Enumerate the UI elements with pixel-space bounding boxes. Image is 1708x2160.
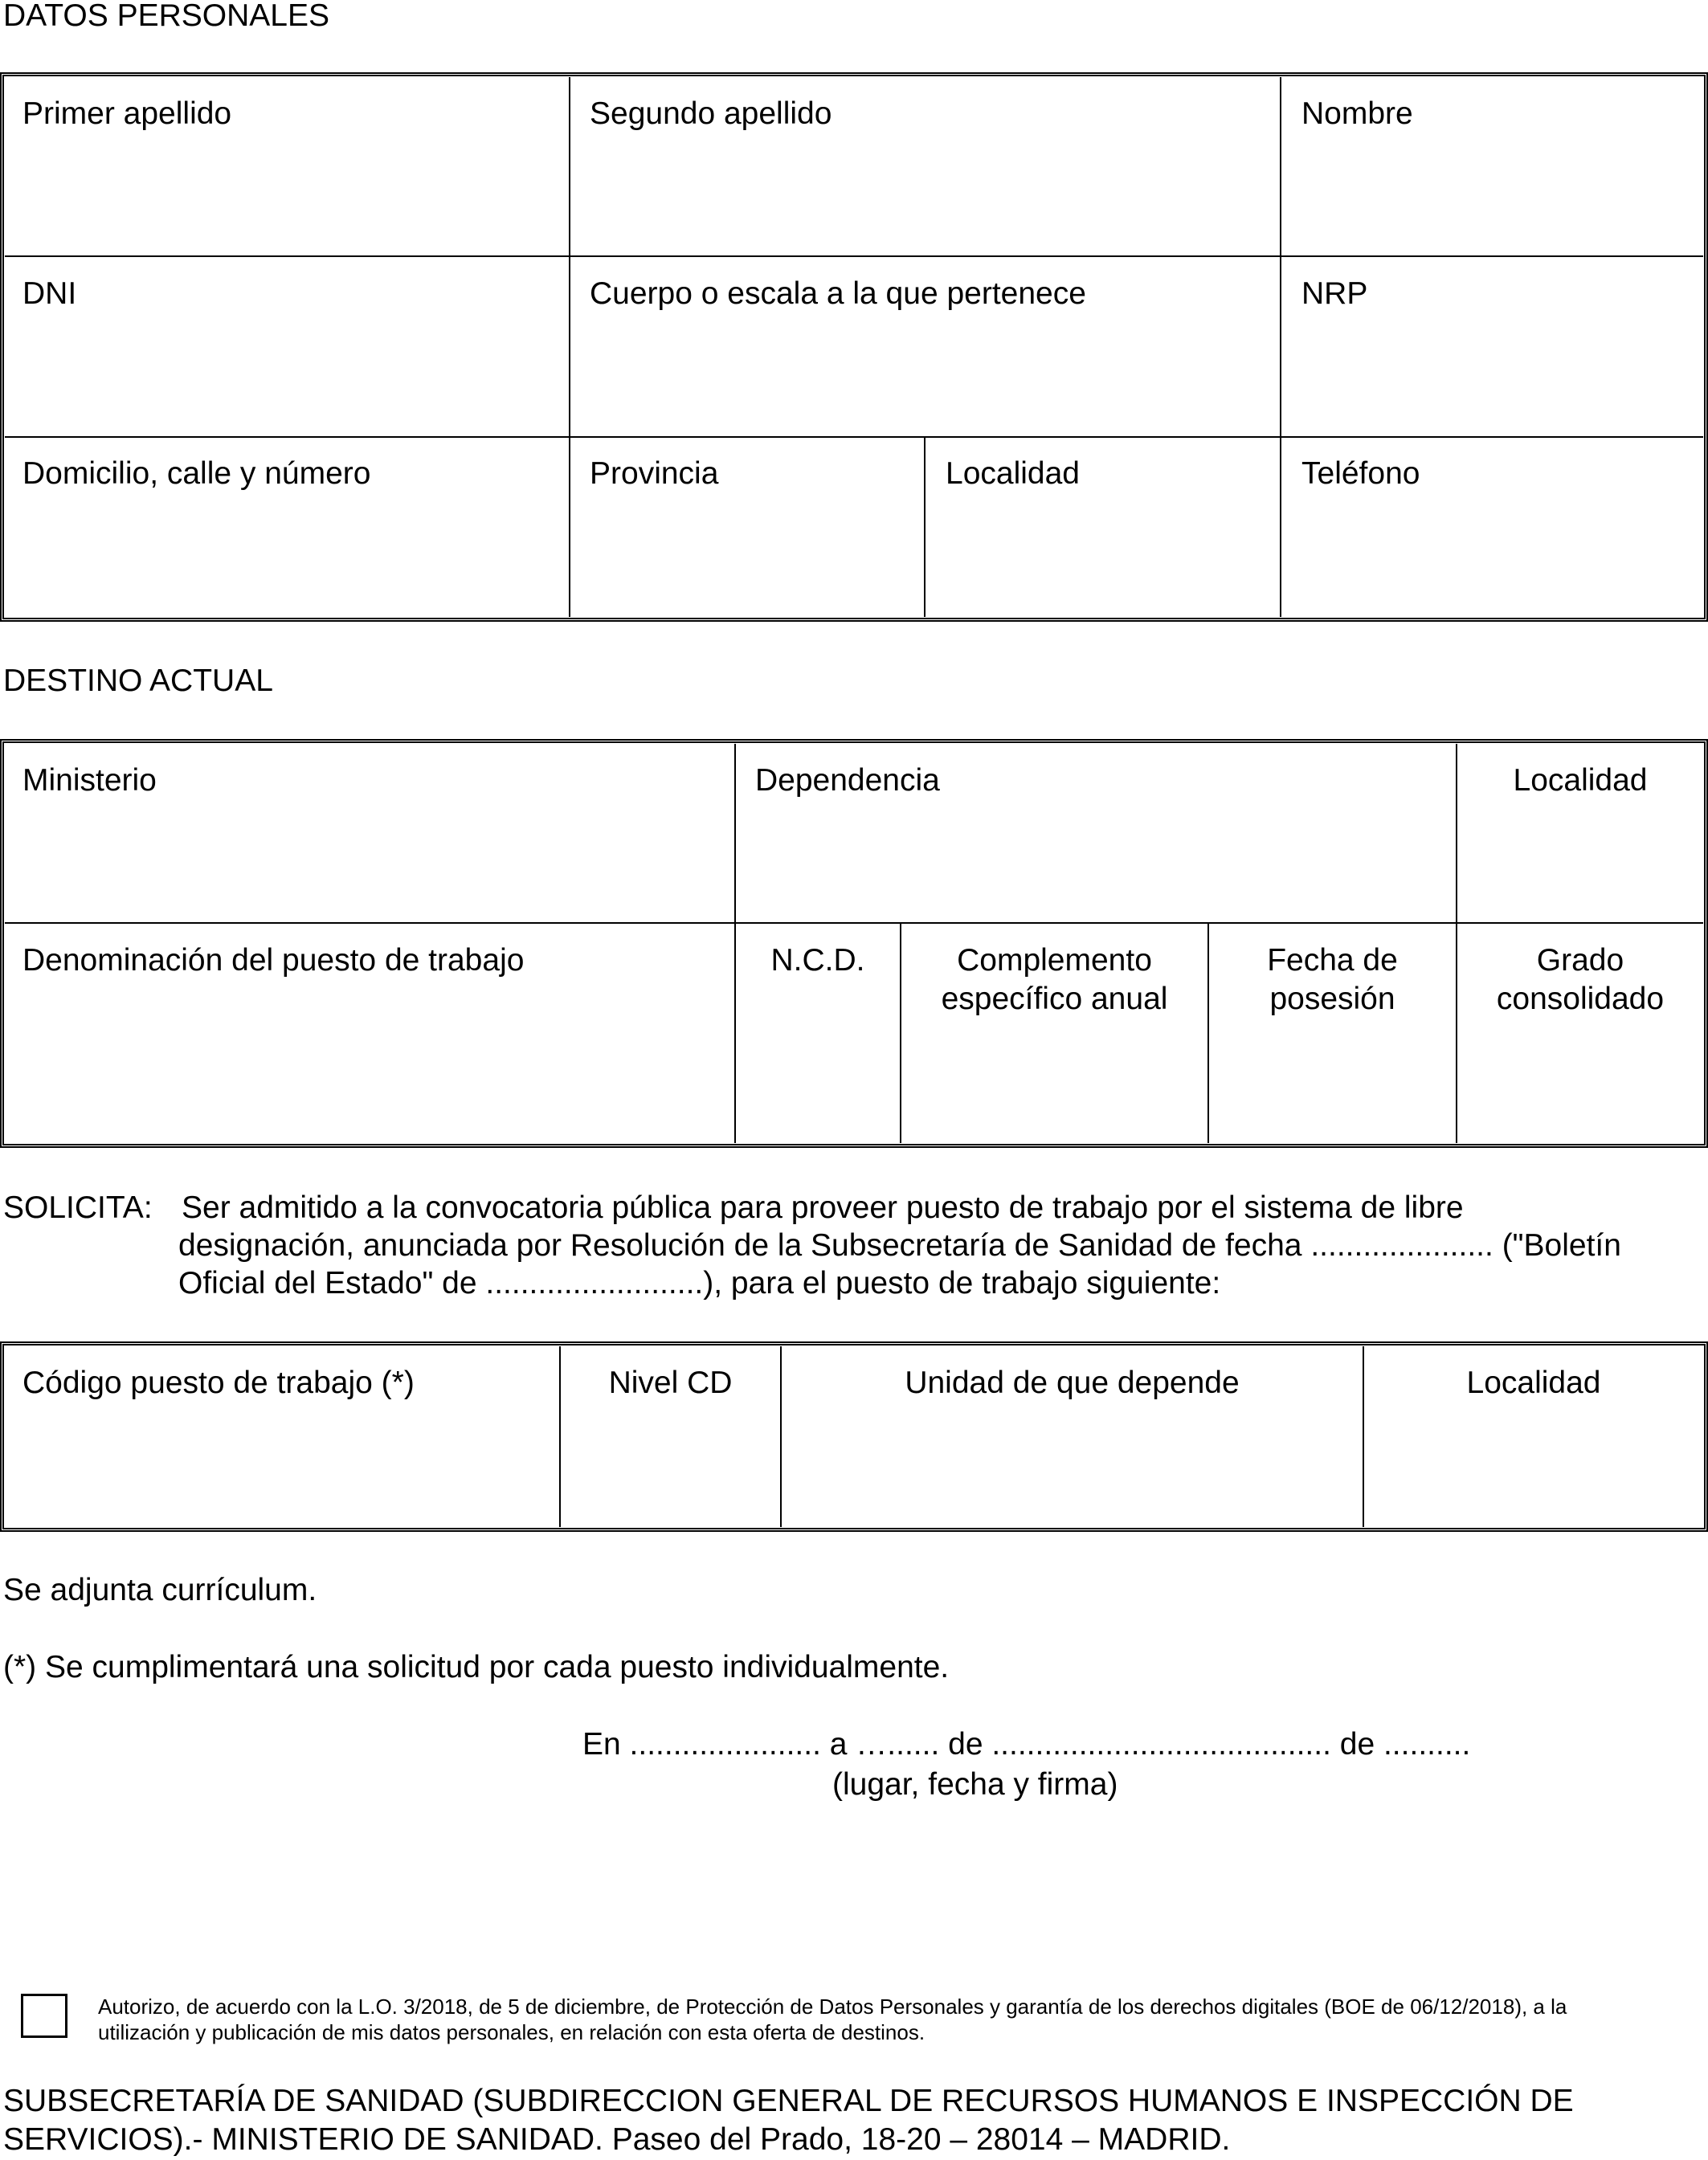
signature-line[interactable]: En ...................... a …...... de ....................................... de .......... (582, 1727, 1471, 1762)
field-dni[interactable]: DNI (22, 276, 77, 311)
table-divider (5, 255, 1703, 257)
table-divider (569, 77, 570, 617)
fecha-label-line1: Fecha de (1267, 943, 1398, 978)
signature-caption: (lugar, fecha y firma) (832, 1767, 1118, 1802)
grado-label-line1: Grado (1536, 943, 1624, 978)
field-localidad-puesto[interactable]: Localidad (1466, 1366, 1601, 1400)
field-ncd[interactable]: N.C.D. (770, 943, 865, 978)
field-segundo-apellido[interactable]: Segundo apellido (590, 96, 832, 131)
personal-data-table (0, 72, 1708, 622)
footer-line1: SUBSECRETARÍA DE SANIDAD (SUBDIRECCION GENERAL DE RECURSOS HUMANOS E INSPECCIÓN DE (3, 2084, 1574, 2118)
consent-text-line2: utilización y publicación de mis datos personales, en relación con esta oferta de destinos. (98, 2020, 926, 2044)
grado-label-line2: consolidado (1496, 982, 1665, 1016)
field-localidad-actual[interactable]: Localidad (1513, 763, 1648, 798)
field-provincia[interactable]: Provincia (590, 456, 719, 491)
field-primer-apellido[interactable]: Primer apellido (22, 96, 232, 131)
solicita-line1: Ser admitido a la convocatoria pública para proveer puesto de trabajo por el sistema de libre (182, 1190, 1464, 1225)
complemento-label-line1: Complemento (957, 943, 1152, 978)
field-fecha-posesion[interactable] (1209, 941, 1456, 1019)
table-divider (1280, 77, 1281, 617)
note-asterisk: (*) Se cumplimentará una solicitud por cada puesto individualmente. (3, 1650, 950, 1684)
field-nivel-cd[interactable]: Nivel CD (608, 1366, 733, 1400)
field-nombre[interactable]: Nombre (1301, 96, 1413, 131)
footer-line2: SERVICIOS).- MINISTERIO DE SANIDAD. Paseo del Prado, 18-20 – 28014 – MADRID. (3, 2122, 1231, 2157)
note-curriculum: Se adjunta currículum. (3, 1573, 317, 1607)
field-domicilio[interactable]: Domicilio, calle y número (22, 456, 371, 491)
field-nrp[interactable]: NRP (1301, 276, 1368, 311)
field-localidad[interactable]: Localidad (946, 456, 1080, 491)
section-title-destino-actual: DESTINO ACTUAL (3, 664, 273, 698)
field-telefono[interactable]: Teléfono (1301, 456, 1420, 491)
field-complemento-especifico[interactable] (901, 941, 1207, 1019)
field-ministerio[interactable]: Ministerio (22, 763, 157, 798)
section-title-personal: DATOS PERSONALES (3, 0, 330, 33)
field-cuerpo-escala[interactable]: Cuerpo o escala a la que pertenece (590, 276, 1086, 311)
consent-text-line1: Autorizo, de acuerdo con la L.O. 3/2018, de 5 de diciembre, de Protección de Datos Personales y garantía de los derechos digitales (BOE de 06/12/2018), a la (98, 1995, 1567, 2019)
consent-checkbox[interactable] (21, 1994, 67, 2038)
field-codigo-puesto[interactable]: Código puesto de trabajo (*) (22, 1366, 415, 1400)
solicita-line3: Oficial del Estado" de .........................), para el puesto de trabajo siguiente: (178, 1266, 1221, 1300)
solicita-line2: designación, anunciada por Resolución de la Subsecretaría de Sanidad de fecha ..................... ("Boletín (178, 1228, 1621, 1263)
complemento-label-line2: específico anual (941, 982, 1168, 1016)
solicita-label: SOLICITA: (3, 1190, 153, 1225)
field-unidad-depende[interactable]: Unidad de que depende (905, 1366, 1240, 1400)
field-grado-consolidado[interactable] (1457, 941, 1703, 1019)
table-divider (5, 922, 1703, 924)
table-divider (924, 438, 926, 617)
field-denominacion-puesto[interactable]: Denominación del puesto de trabajo (22, 943, 525, 978)
table-divider (5, 436, 1703, 438)
fecha-label-line2: posesión (1269, 982, 1395, 1016)
field-dependencia[interactable]: Dependencia (755, 763, 940, 798)
